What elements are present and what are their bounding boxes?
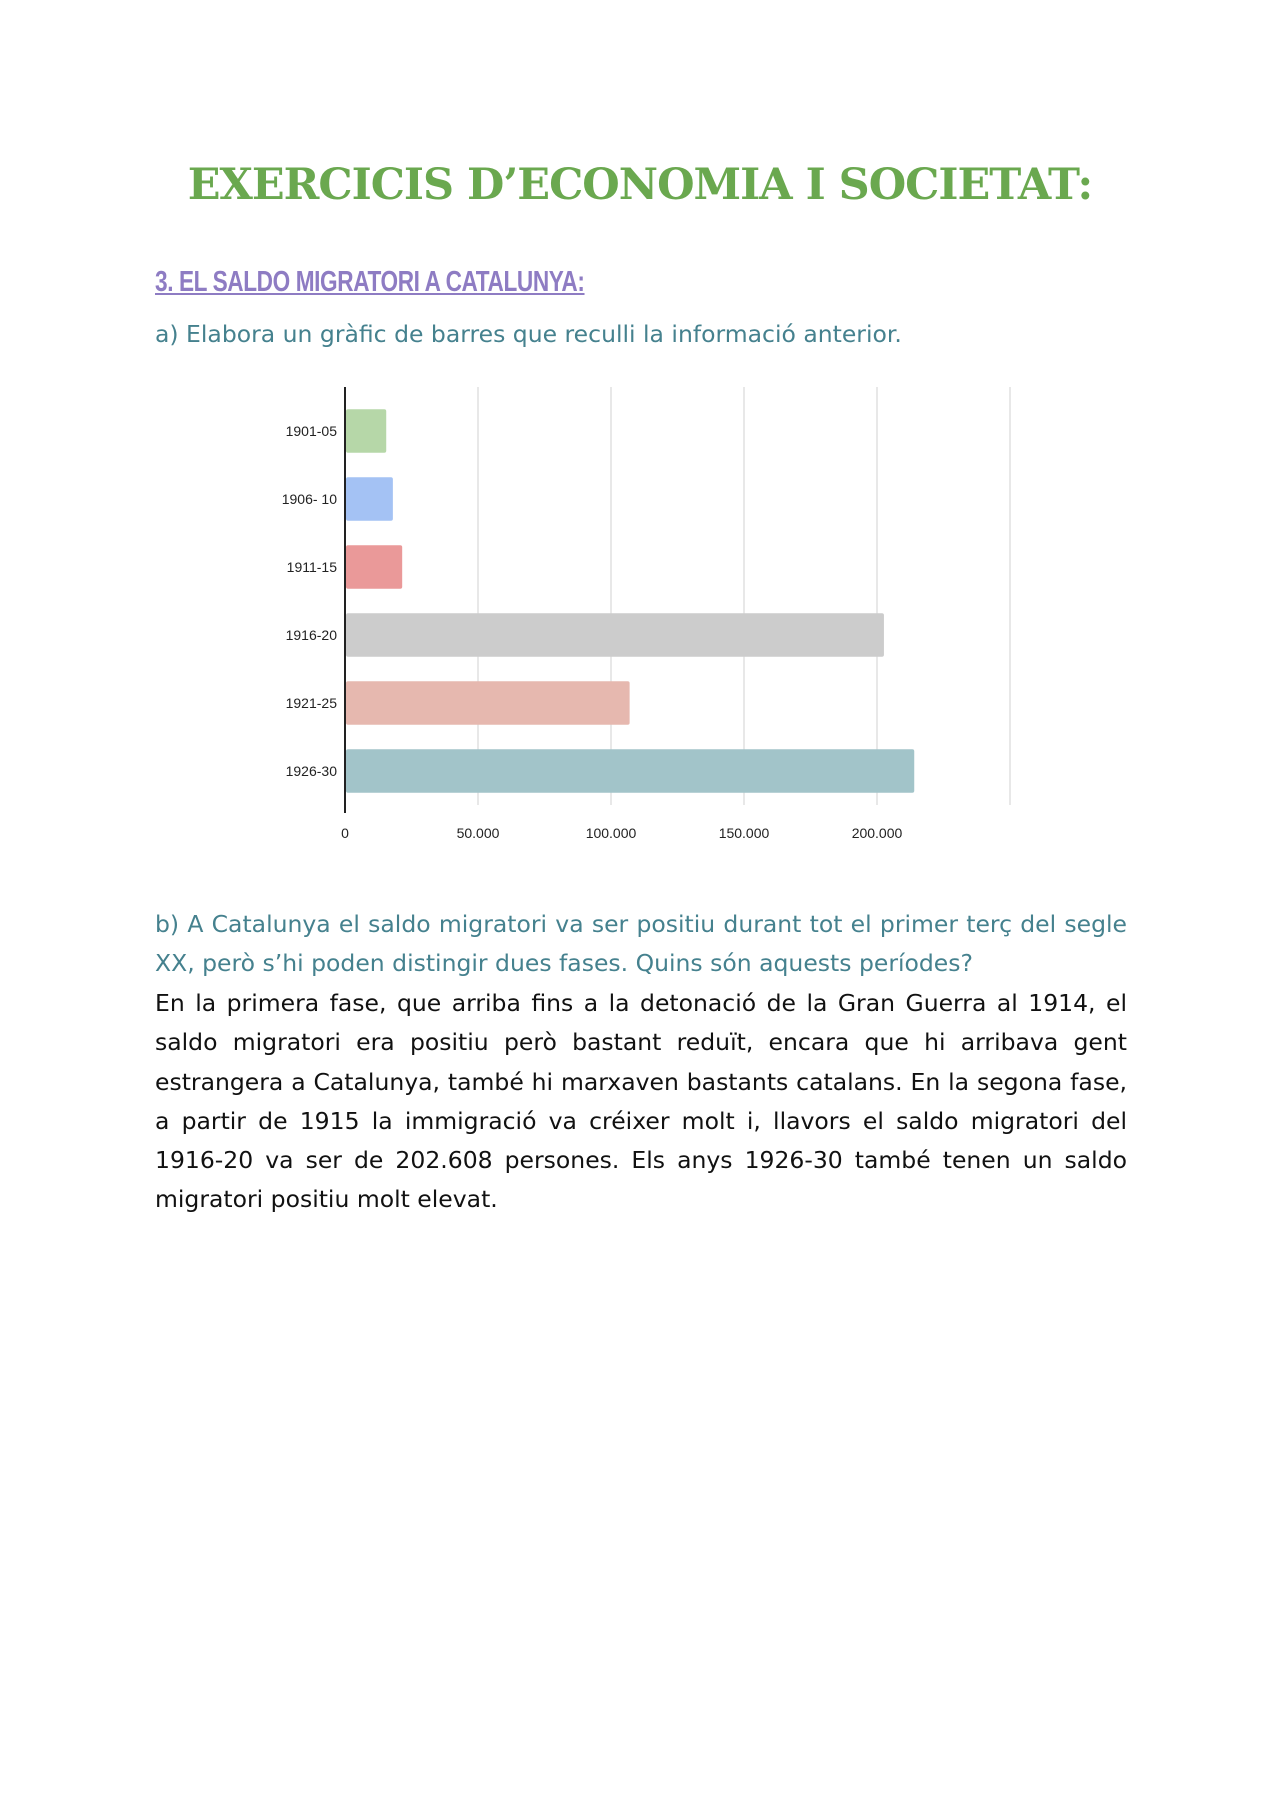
page-title: EXERCICIS D’ECONOMIA I SOCIETAT: xyxy=(187,160,1093,210)
x-tick-label: 50.000 xyxy=(456,825,500,841)
bar-1901-05 xyxy=(346,409,386,453)
category-label: 1906- 10 xyxy=(281,491,337,507)
x-tick-label: 200.000 xyxy=(851,825,903,841)
chart-bars xyxy=(346,409,914,793)
migration-bar-chart xyxy=(240,385,1040,845)
answer-text: En la primera fase, que arriba fins a la detonació de la Gran Guerra al 1914, el saldo migratori era positiu però bastant reduït, encara que hi arribava gent estrangera a Catalunya, també hi marxaven bastants catalans. En la segona fase, a partir de 1915 la immigració va créixer molt i, llavors el saldo migratori del 1916-20 va ser de 202.608 persones. Els anys 1926-30 també tenen un saldo migratori positiu molt elevat. xyxy=(155,989,1127,1214)
x-tick-label: 150.000 xyxy=(718,825,770,841)
chart-gridlines xyxy=(478,387,1010,805)
question-b: b) A Catalunya el saldo migratori va ser positiu durant tot el primer terç del segle XX, però s’hi poden distingir dues fases. Quins són aquests períodes? xyxy=(155,910,1127,977)
section-title: 3. EL SALDO MIGRATORI A CATALUNYA: xyxy=(155,266,585,298)
bar-1916-20 xyxy=(346,613,884,657)
x-tick-label: 0 xyxy=(341,825,349,841)
question-a: a) Elabora un gràfic de barres que reculli la informació anterior. xyxy=(155,320,902,348)
category-label: 1901-05 xyxy=(285,423,337,439)
bar-1921-25 xyxy=(346,681,630,725)
category-label: 1921-25 xyxy=(285,695,337,711)
bar-1911-15 xyxy=(346,545,402,589)
category-label: 1916-20 xyxy=(285,627,337,643)
bar-1926-30 xyxy=(346,749,914,793)
x-tick-label: 100.000 xyxy=(585,825,637,841)
category-label: 1926-30 xyxy=(285,763,337,779)
bar-1906-10 xyxy=(346,477,393,521)
category-label: 1911-15 xyxy=(286,559,337,575)
